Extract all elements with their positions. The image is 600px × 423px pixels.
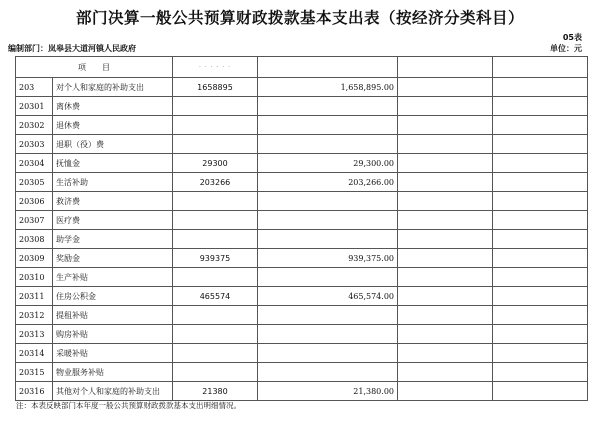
row-blank-2 [493,249,588,268]
row-blank-2 [493,78,588,97]
row-name: 提租补贴 [53,306,173,325]
row-code: 20308 [16,230,53,249]
row-value-raw [173,116,258,135]
row-code: 20316 [16,382,53,401]
row-value-raw: 939375 [173,249,258,268]
row-code: 20307 [16,211,53,230]
header-blank-3 [493,57,588,78]
row-blank-2 [493,363,588,382]
row-value-raw [173,230,258,249]
row-value-raw [173,268,258,287]
row-value-raw [173,211,258,230]
currency-unit: 单位：元 [550,44,582,53]
table-header-row [16,57,588,78]
row-blank-1 [398,211,493,230]
row-blank-1 [398,78,493,97]
row-name: 生活补助 [53,173,173,192]
row-code: 20311 [16,287,53,306]
row-value-raw: 1658895 [173,78,258,97]
table-row [16,249,588,268]
row-blank-1 [398,135,493,154]
row-value-raw [173,192,258,211]
row-code: 20301 [16,97,53,116]
row-blank-1 [398,363,493,382]
row-name: 物业服务补贴 [53,363,173,382]
row-value-raw: 29300 [173,154,258,173]
row-code: 20302 [16,116,53,135]
row-name: 救济费 [53,192,173,211]
row-code: 20309 [16,249,53,268]
row-name: 离休费 [53,97,173,116]
expenditure-table [15,56,588,401]
row-value-amount: 21,380.00 [258,382,398,401]
page-title: 部门决算一般公共预算财政拨款基本支出表（按经济分类科目） [75,9,524,27]
row-value-amount: 1,658,895.00 [258,78,398,97]
row-blank-1 [398,116,493,135]
row-value-amount [258,344,398,363]
header-blank-1 [258,57,398,78]
form-number: 05表 [562,33,582,42]
table-row [16,135,588,154]
row-blank-1 [398,97,493,116]
table-row [16,344,588,363]
table-row [16,268,588,287]
row-name: 购房补贴 [53,325,173,344]
row-code: 20306 [16,192,53,211]
table-row [16,382,588,401]
row-blank-1 [398,192,493,211]
table-row [16,325,588,344]
row-value-amount [258,116,398,135]
row-code: 203 [16,78,53,97]
table-row [16,78,588,97]
row-blank-1 [398,268,493,287]
row-name: 其他对个人和家庭的补助支出 [53,382,173,401]
row-blank-1 [398,382,493,401]
row-code: 20315 [16,363,53,382]
table-row [16,211,588,230]
table-row [16,192,588,211]
row-name: 抚恤金 [53,154,173,173]
row-blank-1 [398,230,493,249]
row-code: 20313 [16,325,53,344]
row-value-raw [173,135,258,154]
row-value-amount [258,192,398,211]
row-code: 20303 [16,135,53,154]
row-name: 退休费 [53,116,173,135]
row-name: 医疗费 [53,211,173,230]
row-value-amount [258,211,398,230]
row-code: 20314 [16,344,53,363]
table-row [16,306,588,325]
row-blank-2 [493,344,588,363]
row-blank-2 [493,268,588,287]
row-name: 对个人和家庭的补助支出 [53,78,173,97]
row-value-amount [258,97,398,116]
row-value-amount: 203,266.00 [258,173,398,192]
table-row [16,97,588,116]
row-value-amount: 939,375.00 [258,249,398,268]
row-value-raw: 203266 [173,173,258,192]
row-blank-1 [398,249,493,268]
table-row [16,287,588,306]
row-value-raw: 465574 [173,287,258,306]
compiling-unit: 编制部门：岚皋县大道河镇人民政府 [8,44,136,53]
row-name: 采暖补贴 [53,344,173,363]
row-blank-2 [493,211,588,230]
row-blank-1 [398,344,493,363]
row-code: 20304 [16,154,53,173]
row-value-raw [173,325,258,344]
row-blank-2 [493,306,588,325]
row-value-amount [258,230,398,249]
row-value-raw [173,363,258,382]
row-blank-2 [493,192,588,211]
row-value-amount [258,325,398,344]
header-dots-text: · · · · · · [199,64,231,71]
row-value-amount: 29,300.00 [258,154,398,173]
row-value-raw [173,97,258,116]
row-blank-2 [493,135,588,154]
header-item: 项 目 [16,57,173,78]
row-blank-2 [493,154,588,173]
row-name: 助学金 [53,230,173,249]
row-code: 20312 [16,306,53,325]
row-value-amount [258,306,398,325]
row-name: 退职（役）费 [53,135,173,154]
row-value-amount: 465,574.00 [258,287,398,306]
table-row [16,173,588,192]
row-name: 奖励金 [53,249,173,268]
row-blank-2 [493,325,588,344]
row-value-amount [258,363,398,382]
row-value-raw [173,344,258,363]
row-value-amount [258,135,398,154]
row-blank-2 [493,230,588,249]
table-row [16,116,588,135]
header-blank-2 [398,57,493,78]
row-blank-1 [398,287,493,306]
row-value-raw [173,306,258,325]
row-code: 20310 [16,268,53,287]
footnote: 注：本表反映部门本年度一般公共预算财政拨款基本支出明细情况。 [16,401,241,410]
row-name: 住房公积金 [53,287,173,306]
row-value-amount [258,268,398,287]
row-blank-2 [493,287,588,306]
table-row [16,363,588,382]
table-row [16,230,588,249]
row-code: 20305 [16,173,53,192]
row-blank-1 [398,325,493,344]
row-blank-2 [493,97,588,116]
row-value-raw: 21380 [173,382,258,401]
header-dots [173,57,258,78]
row-blank-2 [493,116,588,135]
row-blank-1 [398,306,493,325]
row-blank-2 [493,173,588,192]
row-blank-2 [493,382,588,401]
row-blank-1 [398,154,493,173]
row-blank-1 [398,173,493,192]
row-name: 生产补贴 [53,268,173,287]
table-row [16,154,588,173]
